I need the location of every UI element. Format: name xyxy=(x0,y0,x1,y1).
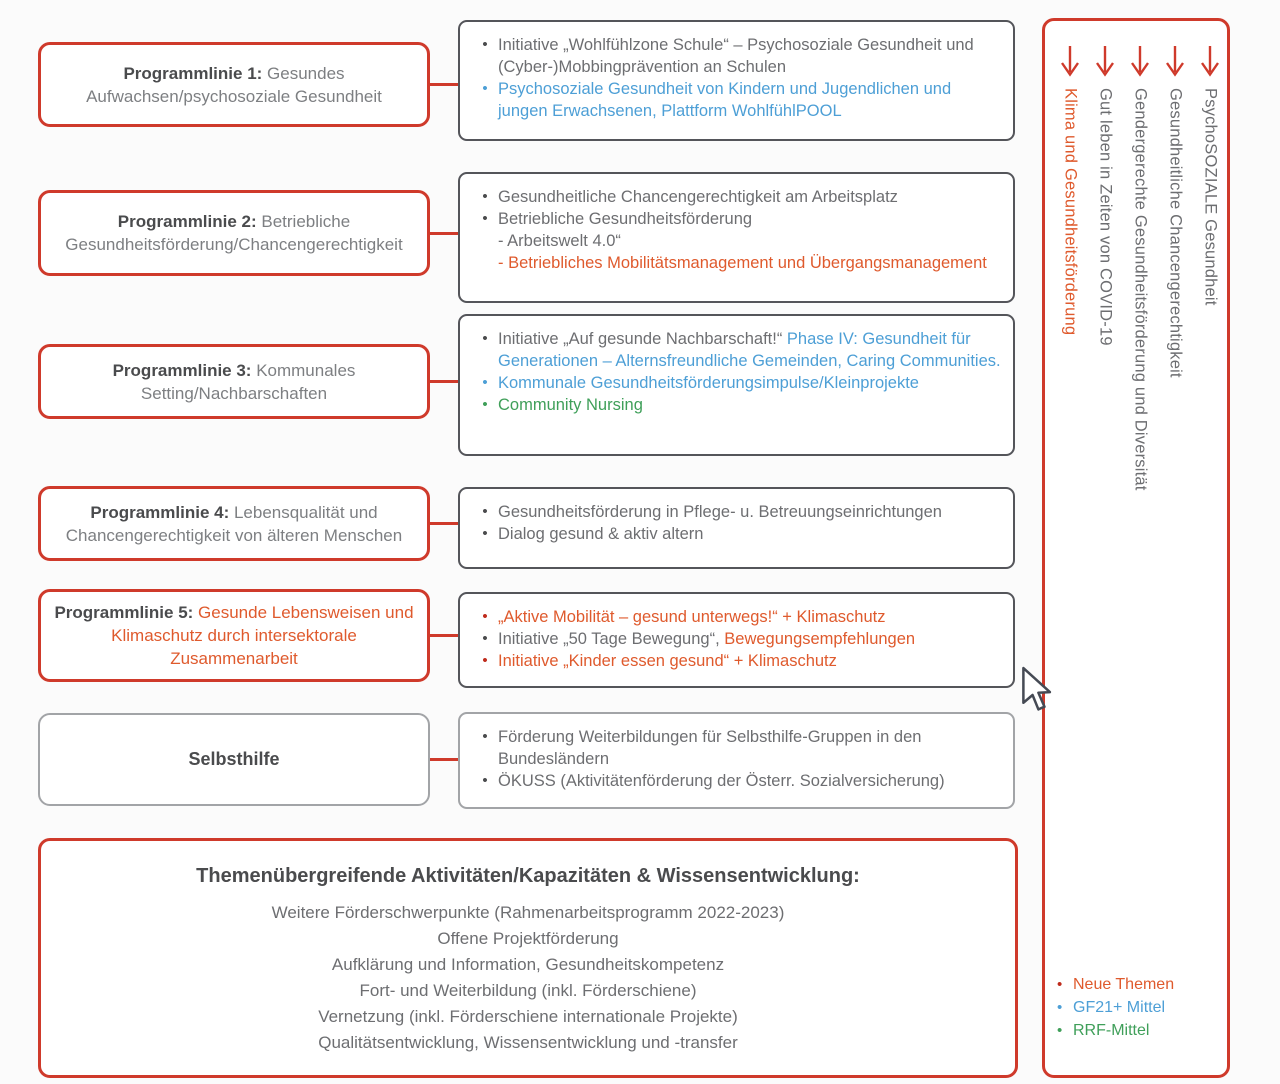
connector-line xyxy=(430,232,458,235)
legend-item xyxy=(1057,1019,1174,1042)
item-text-part: Initiative „Wohlfühlzone Schule“ – Psychosoziale Gesundheit und (Cyber-)Mobbingprävention an Schulen xyxy=(498,36,974,76)
arrow-down-icon xyxy=(1164,43,1186,79)
bullet-item xyxy=(472,34,1001,78)
programmlinie-4-box xyxy=(38,486,430,561)
programmlinie-5-title: Programmlinie 5: xyxy=(54,603,194,622)
cross-topic-line: Weitere Förderschwerpunkte (Rahmenarbeitsprogramm 2022-2023) xyxy=(271,903,785,922)
item-text-part: Phase IV: Gesundheit für Generationen – Alternsfreundliche Gemeinden, Caring Communities. xyxy=(498,330,1001,370)
item-text xyxy=(498,726,950,770)
programmlinie-4-title: Programmlinie 4: xyxy=(90,502,230,522)
item-text-part: „Aktive Mobilität – gesund unterwegs!“ + Klimaschutz xyxy=(498,608,886,626)
item-text xyxy=(498,328,1001,372)
bullet-icon: • xyxy=(482,188,488,205)
connector-line xyxy=(430,634,458,637)
selbsthilfe-details-box xyxy=(458,712,1015,809)
programmlinie-3-title: Programmlinie 3: xyxy=(112,360,252,380)
theme-label: PsychoSOZIALE Gesundheit xyxy=(1201,88,1220,306)
item-text-part: - Betriebliches Mobilitätsmanagement und Übergangsmanagement xyxy=(498,254,987,272)
bullet-item xyxy=(472,78,1001,122)
bullet-icon: • xyxy=(482,652,488,669)
bullet-icon: • xyxy=(482,374,488,391)
item-text-part: Gesundheitliche Chancengerechtigkeit am Arbeitsplatz xyxy=(498,188,898,206)
arrow-down-icon xyxy=(1094,43,1116,79)
bullet-item xyxy=(472,208,1001,230)
item-text xyxy=(498,34,1001,78)
arrow-down-icon xyxy=(1059,43,1081,79)
bullet-item xyxy=(472,501,1001,523)
programmlinie-1-label xyxy=(53,62,415,108)
programmlinie-1-title: Programmlinie 1: xyxy=(123,63,263,83)
selbsthilfe-title: Selbsthilfe xyxy=(188,749,280,769)
arrow-down-icon xyxy=(1199,43,1221,79)
bullet-item xyxy=(472,186,1001,208)
connector-line xyxy=(430,380,458,383)
programmlinie-3-label xyxy=(53,359,415,405)
selbsthilfe-label xyxy=(188,748,279,771)
programmlinie-3-subtitle: Kommunales Setting/Nachbarschaften xyxy=(140,360,356,403)
programmlinie-2-details-box xyxy=(458,172,1015,303)
legend-bullet-icon: • xyxy=(1057,999,1063,1016)
programmlinie-2-subtitle: Betriebliche Gesundheitsförderung/Chancengerechtigkeit xyxy=(65,212,403,254)
sub-line xyxy=(472,230,1001,252)
bullet-icon: • xyxy=(482,772,488,789)
cross-topic-lines xyxy=(41,900,1015,1056)
theme-column xyxy=(1194,43,1226,306)
bullet-icon: • xyxy=(482,330,488,347)
connector-line xyxy=(430,83,458,86)
programmlinie-4-details-box xyxy=(458,487,1015,569)
item-text xyxy=(498,252,1001,274)
legend-item xyxy=(1057,973,1174,996)
connector-line xyxy=(430,522,458,525)
item-text xyxy=(498,628,1001,650)
cross-topic-line: Vernetzung (inkl. Förderschiene internationale Projekte) xyxy=(318,1007,738,1026)
item-text-part: Dialog gesund & aktiv altern xyxy=(498,525,704,543)
programmlinie-2-label xyxy=(53,210,415,256)
legend-bullet-icon: • xyxy=(1057,1022,1063,1039)
programmlinie-5-details-box xyxy=(458,592,1015,688)
item-text-part: Förderung Weiterbildungen für Selbsthilfe-Gruppen in den Bundesländern xyxy=(498,728,922,768)
bullet-icon: • xyxy=(482,210,488,227)
legend-label: GF21+ Mittel xyxy=(1073,999,1166,1016)
connector-line xyxy=(430,758,458,761)
item-text xyxy=(498,650,1001,672)
bullet-icon: • xyxy=(482,728,488,745)
arrow-down-icon xyxy=(1129,43,1151,79)
cross-topic-line: Fort- und Weiterbildung (inkl. Förderschiene) xyxy=(359,981,697,1000)
item-text xyxy=(498,394,1001,416)
legend-label: Neue Themen xyxy=(1073,976,1175,993)
sidebar xyxy=(1042,18,1230,1078)
cross-topic-line: Offene Projektförderung xyxy=(437,929,619,948)
bullet-item xyxy=(472,606,1001,628)
cross-topic-line: Qualitätsentwicklung, Wissensentwicklung und -transfer xyxy=(318,1033,738,1052)
legend-item xyxy=(1057,996,1174,1019)
item-text xyxy=(498,770,950,792)
item-text-part: Gesundheitsförderung in Pflege- u. Betreuungseinrichtungen xyxy=(498,503,942,521)
programmlinie-5-box xyxy=(38,589,430,682)
theme-label: Gut leben in Zeiten von COVID-19 xyxy=(1096,88,1115,346)
item-text xyxy=(498,230,1001,252)
bullet-item xyxy=(472,628,1001,650)
bullet-item xyxy=(472,523,1001,545)
programmlinie-3-box xyxy=(38,344,430,419)
programmlinie-5-label xyxy=(53,601,415,670)
sub-line xyxy=(472,252,1001,274)
theme-column xyxy=(1124,43,1156,491)
programmlinie-3-details-box xyxy=(458,314,1015,456)
item-text-part: Community Nursing xyxy=(498,396,643,414)
programmlinie-1-details-box xyxy=(458,20,1015,141)
theme-column xyxy=(1089,43,1121,346)
item-text-part: Betriebliche Gesundheitsförderung xyxy=(498,210,753,228)
programmlinie-2-title: Programmlinie 2: xyxy=(117,212,257,231)
item-text-part: ÖKUSS (Aktivitätenförderung der Österr. Sozialversicherung) xyxy=(498,772,945,790)
theme-column xyxy=(1159,43,1191,378)
bullet-item xyxy=(472,770,1001,792)
item-text-part: Psychosoziale Gesundheit von Kindern und Jugendlichen und jungen Erwachsenen, Plattform WohlfühlPOOL xyxy=(498,80,952,120)
theme-column xyxy=(1054,43,1086,335)
bullet-icon: • xyxy=(482,396,488,413)
item-text xyxy=(498,78,1001,122)
cross-topic-box xyxy=(38,838,1018,1078)
item-text-part: - Arbeitswelt 4.0“ xyxy=(498,232,621,250)
bullet-icon: • xyxy=(482,503,488,520)
legend-label: RRF-Mittel xyxy=(1073,1022,1150,1039)
item-text-part: Bewegungsempfehlungen xyxy=(724,630,916,648)
item-text-part: Initiative „Auf gesunde Nachbarschaft!“ xyxy=(498,330,787,348)
programmlinie-1-box xyxy=(38,42,430,127)
mouse-cursor xyxy=(1020,666,1056,714)
selbsthilfe-box xyxy=(38,713,430,806)
item-text-part: Kommunale Gesundheitsförderungsimpulse/Kleinprojekte xyxy=(498,374,919,392)
bullet-item xyxy=(472,372,1001,394)
theme-label: Gesundheitliche Chancengerechtigkeit xyxy=(1166,88,1185,378)
cross-topic-title: Themenübergreifende Aktivitäten/Kapazitäten & Wissensentwicklung: xyxy=(196,865,860,887)
programmlinie-5-subtitle: Gesunde Lebensweisen und Klimaschutz durch intersektorale Zusammenarbeit xyxy=(111,603,414,668)
bullet-icon: • xyxy=(482,36,488,53)
item-text xyxy=(498,372,1001,394)
bullet-item xyxy=(472,726,1001,770)
item-text xyxy=(498,186,1001,208)
legend-bullet-icon: • xyxy=(1057,976,1063,993)
programmlinie-4-label xyxy=(53,501,415,547)
bullet-icon: • xyxy=(482,80,488,97)
bullet-icon: • xyxy=(482,608,488,625)
bullet-item xyxy=(472,328,1001,372)
theme-label: Klima und Gesundheitsförderung xyxy=(1061,88,1080,336)
item-text xyxy=(498,208,1001,230)
legend xyxy=(1057,973,1174,1042)
cross-topic-line: Aufklärung und Information, Gesundheitskompetenz xyxy=(331,955,725,974)
item-text-part: Initiative „Kinder essen gesund“ + Klimaschutz xyxy=(498,652,837,670)
item-text-part: Initiative „50 Tage Bewegung“, xyxy=(498,630,725,648)
programmlinie-4-subtitle: Lebensqualität und Chancengerechtigkeit von älteren Menschen xyxy=(65,502,403,545)
bullet-item xyxy=(472,394,1001,416)
item-text xyxy=(498,501,1001,523)
item-text xyxy=(498,606,1001,628)
programmlinie-2-box xyxy=(38,190,430,276)
bullet-icon: • xyxy=(482,630,488,647)
bullet-item xyxy=(472,650,1001,672)
programmlinie-1-subtitle: Gesundes Aufwachsen/psychosoziale Gesundheit xyxy=(86,63,382,106)
bullet-icon: • xyxy=(482,525,488,542)
theme-label: Gendergerechte Gesundheitsförderung und Diversität xyxy=(1131,88,1150,491)
item-text xyxy=(498,523,1001,545)
